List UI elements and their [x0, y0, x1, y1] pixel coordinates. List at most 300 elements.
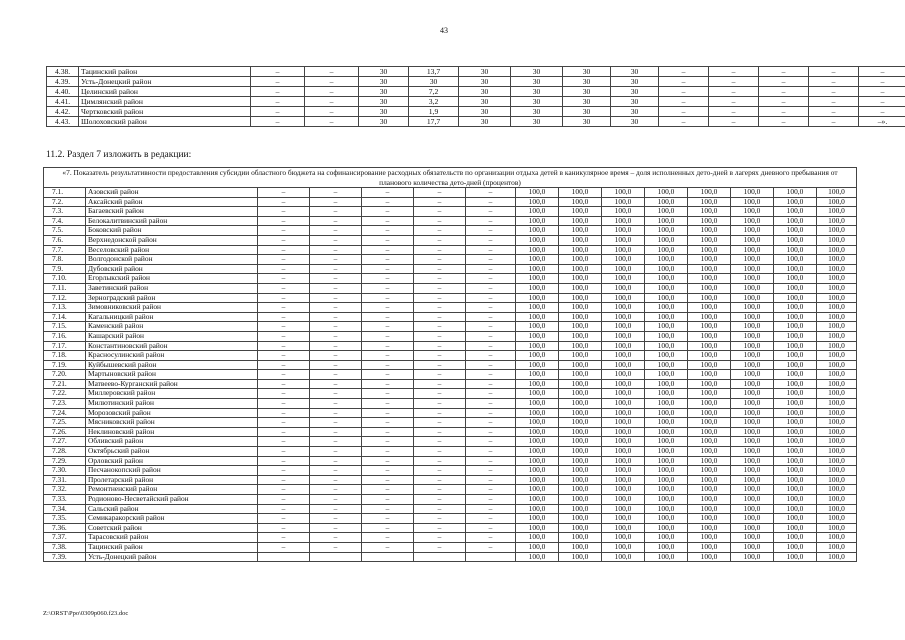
- value-cell: 100,0: [516, 274, 559, 284]
- value-cell: 100,0: [516, 351, 559, 361]
- table-row: [44, 255, 857, 265]
- value-cell: –: [362, 188, 414, 198]
- value-cell: 100,0: [559, 255, 602, 265]
- value-cell: 100,0: [774, 331, 817, 341]
- table-row: [44, 514, 857, 524]
- value-cell: –: [466, 303, 516, 313]
- value-cell: 100,0: [602, 533, 645, 543]
- value-cell: 100,0: [602, 322, 645, 332]
- value-cell: 100,0: [731, 437, 774, 447]
- value-cell: 100,0: [602, 504, 645, 514]
- main-table-header: «7. Показатель результативности предоставления субсидии областного бюджета на софинансирование расходных обязательств по организации отдыха детей в каникулярное время – доля исполненных дето-дней в лагерях дневного пребывания от планового количества дето-дней (процентов): [44, 168, 857, 188]
- value-cell: –: [759, 67, 809, 77]
- value-cell: 100,0: [559, 341, 602, 351]
- value-cell: –: [310, 504, 362, 514]
- value-cell: 100,0: [559, 197, 602, 207]
- value-cell: 100,0: [645, 408, 688, 418]
- value-cell: 100,0: [645, 303, 688, 313]
- value-cell: –: [466, 197, 516, 207]
- value-cell: –: [258, 216, 310, 226]
- value-cell: –: [414, 379, 466, 389]
- table-row: [47, 107, 905, 117]
- value-cell: –: [759, 97, 809, 107]
- value-cell: 100,0: [688, 274, 731, 284]
- value-cell: –: [362, 341, 414, 351]
- value-cell: 100,0: [774, 504, 817, 514]
- top-table: [46, 66, 905, 127]
- value-cell: –: [362, 504, 414, 514]
- value-cell: 100,0: [516, 408, 559, 418]
- value-cell: 100,0: [731, 303, 774, 313]
- table-row: [44, 485, 857, 495]
- value-cell: –: [258, 399, 310, 409]
- value-cell: 100,0: [774, 303, 817, 313]
- value-cell: –: [362, 389, 414, 399]
- value-cell: 100,0: [516, 542, 559, 552]
- value-cell: 100,0: [817, 389, 857, 399]
- value-cell: –: [251, 77, 305, 87]
- district-name: Кашарский район: [86, 331, 258, 341]
- value-cell: 30: [563, 67, 611, 77]
- value-cell: 100,0: [645, 188, 688, 198]
- value-cell: 100,0: [559, 427, 602, 437]
- value-cell: –: [414, 466, 466, 476]
- table-row: [44, 466, 857, 476]
- value-cell: 100,0: [645, 466, 688, 476]
- district-name: Волгодонской район: [86, 255, 258, 265]
- value-cell: 100,0: [774, 264, 817, 274]
- table-row: [44, 552, 857, 562]
- value-cell: 100,0: [645, 274, 688, 284]
- value-cell: –: [466, 235, 516, 245]
- value-cell: 30: [359, 97, 409, 107]
- value-cell: 100,0: [559, 360, 602, 370]
- value-cell: 7,2: [409, 87, 459, 97]
- row-number: 7.20.: [44, 370, 86, 380]
- value-cell: 100,0: [774, 399, 817, 409]
- value-cell: –: [414, 389, 466, 399]
- value-cell: –: [305, 97, 359, 107]
- value-cell: 100,0: [731, 207, 774, 217]
- value-cell: –: [414, 322, 466, 332]
- value-cell: 100,0: [817, 418, 857, 428]
- value-cell: 100,0: [602, 351, 645, 361]
- value-cell: 100,0: [731, 466, 774, 476]
- value-cell: –: [809, 97, 859, 107]
- table-row: [44, 408, 857, 418]
- value-cell: –: [310, 216, 362, 226]
- value-cell: 100,0: [688, 466, 731, 476]
- value-cell: –: [310, 207, 362, 217]
- value-cell: 100,0: [688, 341, 731, 351]
- value-cell: 100,0: [817, 427, 857, 437]
- value-cell: 100,0: [688, 399, 731, 409]
- value-cell: 100,0: [602, 197, 645, 207]
- value-cell: –: [466, 379, 516, 389]
- value-cell: 100,0: [688, 245, 731, 255]
- value-cell: 100,0: [559, 264, 602, 274]
- district-name: Константиновский район: [86, 341, 258, 351]
- value-cell: 100,0: [645, 418, 688, 428]
- value-cell: 100,0: [688, 322, 731, 332]
- value-cell: 100,0: [688, 456, 731, 466]
- row-number: 7.19.: [44, 360, 86, 370]
- value-cell: 100,0: [817, 456, 857, 466]
- value-cell: 30: [511, 77, 563, 87]
- value-cell: 100,0: [602, 331, 645, 341]
- row-number: 7.39.: [44, 552, 86, 562]
- value-cell: 100,0: [602, 475, 645, 485]
- value-cell: 100,0: [516, 495, 559, 505]
- value-cell: 100,0: [559, 303, 602, 313]
- value-cell: –: [659, 67, 709, 77]
- district-name: Пролетарский район: [86, 475, 258, 485]
- value-cell: 100,0: [516, 389, 559, 399]
- value-cell: –: [362, 207, 414, 217]
- value-cell: 100,0: [645, 331, 688, 341]
- value-cell: 100,0: [516, 341, 559, 351]
- value-cell: 100,0: [602, 303, 645, 313]
- value-cell: 30: [459, 107, 511, 117]
- value-cell: 100,0: [645, 255, 688, 265]
- district-name: Тарасовский район: [86, 533, 258, 543]
- district-name: Багаевский район: [86, 207, 258, 217]
- row-number: 7.30.: [44, 466, 86, 476]
- value-cell: 100,0: [559, 312, 602, 322]
- value-cell: –: [466, 264, 516, 274]
- value-cell: –: [466, 504, 516, 514]
- row-number: 7.26.: [44, 427, 86, 437]
- row-number: 7.32.: [44, 485, 86, 495]
- value-cell: –: [310, 379, 362, 389]
- value-cell: –: [466, 360, 516, 370]
- value-cell: –: [362, 533, 414, 543]
- value-cell: 100,0: [645, 216, 688, 226]
- district-name: Матвеево-Курганский район: [86, 379, 258, 389]
- value-cell: 100,0: [645, 245, 688, 255]
- value-cell: –: [414, 523, 466, 533]
- row-number: 7.35.: [44, 514, 86, 524]
- value-cell: –: [310, 341, 362, 351]
- table-row: [47, 117, 905, 127]
- value-cell: 100,0: [688, 485, 731, 495]
- value-cell: 100,0: [817, 216, 857, 226]
- value-cell: 100,0: [688, 542, 731, 552]
- value-cell: –: [310, 427, 362, 437]
- value-cell: [466, 552, 516, 562]
- value-cell: –: [414, 341, 466, 351]
- value-cell: 100,0: [602, 418, 645, 428]
- value-cell: 100,0: [731, 408, 774, 418]
- value-cell: –: [466, 427, 516, 437]
- value-cell: 100,0: [774, 188, 817, 198]
- table-row: [44, 274, 857, 284]
- district-name: Мартыновский район: [86, 370, 258, 380]
- value-cell: 100,0: [516, 447, 559, 457]
- value-cell: –: [362, 542, 414, 552]
- row-number: 4.41.: [47, 97, 79, 107]
- value-cell: 100,0: [731, 245, 774, 255]
- table-row: [44, 197, 857, 207]
- value-cell: 100,0: [645, 552, 688, 562]
- value-cell: 100,0: [645, 283, 688, 293]
- value-cell: 30: [459, 97, 511, 107]
- value-cell: –: [258, 523, 310, 533]
- value-cell: 100,0: [602, 341, 645, 351]
- value-cell: 100,0: [559, 437, 602, 447]
- value-cell: –: [258, 437, 310, 447]
- value-cell: –: [310, 322, 362, 332]
- value-cell: –: [362, 331, 414, 341]
- value-cell: 100,0: [516, 475, 559, 485]
- value-cell: –: [310, 523, 362, 533]
- value-cell: –: [310, 331, 362, 341]
- value-cell: 100,0: [731, 542, 774, 552]
- value-cell: –: [466, 216, 516, 226]
- value-cell: –: [362, 523, 414, 533]
- value-cell: –: [362, 293, 414, 303]
- value-cell: –: [414, 235, 466, 245]
- value-cell: 100,0: [731, 255, 774, 265]
- value-cell: 100,0: [645, 351, 688, 361]
- value-cell: –: [362, 447, 414, 457]
- district-name: Красносулинский район: [86, 351, 258, 361]
- value-cell: –: [362, 514, 414, 524]
- value-cell: 100,0: [774, 408, 817, 418]
- district-name: Советский район: [86, 523, 258, 533]
- table-row: [44, 226, 857, 236]
- value-cell: 100,0: [731, 456, 774, 466]
- value-cell: 1,9: [409, 107, 459, 117]
- value-cell: 13,7: [409, 67, 459, 77]
- row-number: 7.13.: [44, 303, 86, 313]
- value-cell: 100,0: [516, 245, 559, 255]
- value-cell: 100,0: [688, 303, 731, 313]
- value-cell: 100,0: [645, 235, 688, 245]
- district-name: Ремонтненский район: [86, 485, 258, 495]
- value-cell: 30: [611, 67, 659, 77]
- value-cell: –: [414, 188, 466, 198]
- value-cell: 100,0: [817, 264, 857, 274]
- value-cell: 100,0: [774, 456, 817, 466]
- value-cell: –: [310, 408, 362, 418]
- value-cell: 30: [611, 107, 659, 117]
- value-cell: 100,0: [731, 552, 774, 562]
- value-cell: –: [414, 312, 466, 322]
- value-cell: –: [310, 399, 362, 409]
- value-cell: 100,0: [645, 514, 688, 524]
- value-cell: 100,0: [688, 379, 731, 389]
- value-cell: –: [414, 514, 466, 524]
- value-cell: 100,0: [559, 533, 602, 543]
- district-name: Чертковский район: [79, 107, 251, 117]
- value-cell: –: [258, 312, 310, 322]
- value-cell: –: [466, 322, 516, 332]
- value-cell: 100,0: [516, 197, 559, 207]
- value-cell: 100,0: [817, 552, 857, 562]
- value-cell: –: [466, 418, 516, 428]
- value-cell: 100,0: [774, 226, 817, 236]
- value-cell: 30: [459, 67, 511, 77]
- value-cell: 100,0: [516, 552, 559, 562]
- value-cell: –: [305, 67, 359, 77]
- value-cell: 100,0: [516, 379, 559, 389]
- value-cell: –: [362, 283, 414, 293]
- value-cell: 100,0: [688, 216, 731, 226]
- value-cell: 100,0: [645, 322, 688, 332]
- value-cell: –: [466, 495, 516, 505]
- value-cell: –: [809, 67, 859, 77]
- value-cell: –: [258, 226, 310, 236]
- page-number: 43: [440, 26, 448, 35]
- district-name: Веселовский район: [86, 245, 258, 255]
- value-cell: –: [258, 235, 310, 245]
- value-cell: 100,0: [774, 533, 817, 543]
- value-cell: 100,0: [688, 331, 731, 341]
- value-cell: 100,0: [688, 312, 731, 322]
- value-cell: 100,0: [817, 360, 857, 370]
- value-cell: 100,0: [602, 274, 645, 284]
- district-name: Мясниковский район: [86, 418, 258, 428]
- value-cell: [414, 552, 466, 562]
- value-cell: 100,0: [731, 370, 774, 380]
- value-cell: 100,0: [645, 264, 688, 274]
- value-cell: –: [466, 533, 516, 543]
- value-cell: 100,0: [559, 389, 602, 399]
- value-cell: –: [466, 245, 516, 255]
- table-row: [44, 360, 857, 370]
- row-number: 7.34.: [44, 504, 86, 514]
- table-row: [44, 418, 857, 428]
- value-cell: 100,0: [731, 264, 774, 274]
- value-cell: 100,0: [817, 188, 857, 198]
- value-cell: 100,0: [817, 514, 857, 524]
- value-cell: 30: [511, 107, 563, 117]
- value-cell: 100,0: [516, 514, 559, 524]
- value-cell: 100,0: [774, 274, 817, 284]
- value-cell: –: [258, 514, 310, 524]
- value-cell: –: [362, 303, 414, 313]
- value-cell: 100,0: [602, 216, 645, 226]
- value-cell: 100,0: [731, 504, 774, 514]
- value-cell: 100,0: [731, 274, 774, 284]
- value-cell: 100,0: [774, 514, 817, 524]
- value-cell: 100,0: [774, 485, 817, 495]
- value-cell: –: [258, 293, 310, 303]
- value-cell: 100,0: [817, 379, 857, 389]
- row-number: 4.43.: [47, 117, 79, 127]
- value-cell: –: [809, 117, 859, 127]
- value-cell: 100,0: [774, 427, 817, 437]
- value-cell: –: [466, 274, 516, 284]
- table-row: [44, 245, 857, 255]
- value-cell: 100,0: [688, 293, 731, 303]
- value-cell: –: [414, 283, 466, 293]
- value-cell: 100,0: [731, 533, 774, 543]
- value-cell: 100,0: [774, 475, 817, 485]
- value-cell: 100,0: [516, 235, 559, 245]
- value-cell: –: [310, 283, 362, 293]
- value-cell: 100,0: [731, 312, 774, 322]
- value-cell: –: [251, 67, 305, 77]
- value-cell: –: [659, 107, 709, 117]
- table-row: [44, 379, 857, 389]
- value-cell: –: [362, 475, 414, 485]
- value-cell: –: [251, 117, 305, 127]
- value-cell: –: [258, 485, 310, 495]
- table-row: [44, 264, 857, 274]
- value-cell: –: [258, 475, 310, 485]
- value-cell: 100,0: [645, 533, 688, 543]
- value-cell: –: [859, 87, 905, 97]
- value-cell: –: [310, 351, 362, 361]
- row-number: 7.8.: [44, 255, 86, 265]
- value-cell: –: [809, 107, 859, 117]
- value-cell: –: [859, 107, 905, 117]
- value-cell: 100,0: [516, 427, 559, 437]
- district-name: Миллеровский район: [86, 389, 258, 399]
- value-cell: 100,0: [817, 475, 857, 485]
- value-cell: –: [466, 226, 516, 236]
- value-cell: –: [414, 399, 466, 409]
- value-cell: 100,0: [559, 274, 602, 284]
- value-cell: 100,0: [645, 427, 688, 437]
- value-cell: –: [258, 447, 310, 457]
- value-cell: 100,0: [516, 216, 559, 226]
- value-cell: –: [310, 418, 362, 428]
- value-cell: 100,0: [731, 399, 774, 409]
- value-cell: 100,0: [559, 495, 602, 505]
- table-row: [44, 542, 857, 552]
- table-row: [44, 533, 857, 543]
- row-number: 7.2.: [44, 197, 86, 207]
- value-cell: 100,0: [602, 447, 645, 457]
- value-cell: 100,0: [516, 303, 559, 313]
- value-cell: –: [305, 87, 359, 97]
- value-cell: 100,0: [817, 370, 857, 380]
- value-cell: 100,0: [559, 399, 602, 409]
- value-cell: –: [809, 87, 859, 97]
- district-name: Каменский район: [86, 322, 258, 332]
- value-cell: 100,0: [817, 495, 857, 505]
- row-number: 7.10.: [44, 274, 86, 284]
- value-cell: 100,0: [516, 207, 559, 217]
- value-cell: [258, 552, 310, 562]
- table-row: [44, 188, 857, 198]
- value-cell: 30: [563, 87, 611, 97]
- value-cell: 100,0: [645, 437, 688, 447]
- value-cell: –: [414, 495, 466, 505]
- district-name: Морозовский район: [86, 408, 258, 418]
- district-name: Октябрьский район: [86, 447, 258, 457]
- value-cell: 30: [611, 87, 659, 97]
- value-cell: –: [362, 370, 414, 380]
- value-cell: –: [310, 437, 362, 447]
- value-cell: 30: [563, 77, 611, 87]
- value-cell: –: [362, 495, 414, 505]
- value-cell: 100,0: [602, 235, 645, 245]
- value-cell: 100,0: [817, 447, 857, 457]
- table-row: [47, 77, 905, 87]
- value-cell: 100,0: [817, 437, 857, 447]
- value-cell: 100,0: [688, 552, 731, 562]
- value-cell: –: [362, 379, 414, 389]
- row-number: 7.1.: [44, 188, 86, 198]
- value-cell: 100,0: [774, 351, 817, 361]
- value-cell: –: [759, 107, 809, 117]
- table-row: [44, 303, 857, 313]
- value-cell: 100,0: [774, 523, 817, 533]
